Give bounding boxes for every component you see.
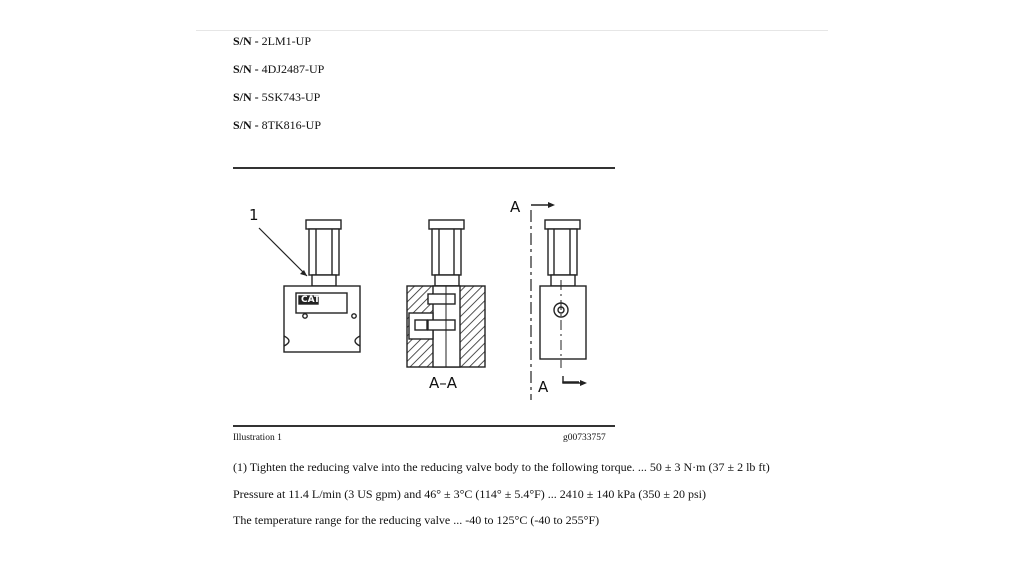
- torque-spec: (1) Tighten the reducing valve into the reducing valve body to the following torque. ... 50 ± 3 N·m (37 ± 2 lb ft): [233, 460, 770, 474]
- serial-prefix: S/N -: [233, 62, 259, 76]
- figure-bottom-rule: [233, 425, 615, 427]
- serial-prefix: S/N -: [233, 118, 259, 132]
- reducing-valve-illustration: [233, 170, 615, 425]
- serial-value: 5SK743-UP: [261, 90, 321, 104]
- section-label: A–A: [429, 374, 458, 392]
- section-view: [407, 220, 485, 367]
- illustration-id: g00733757: [563, 433, 606, 443]
- callout-number: 1: [249, 206, 259, 224]
- illustration-caption: Illustration 1: [233, 433, 282, 443]
- cat-logo-text: CAT: [301, 295, 321, 305]
- side-view: [531, 202, 587, 400]
- temperature-spec: The temperature range for the reducing valve ... -40 to 125°C (-40 to 255°F): [233, 513, 600, 527]
- pressure-spec: Pressure at 11.4 L/min (3 US gpm) and 46° ± 3°C (114° ± 5.4°F) ... 2410 ± 140 kPa (350 ± 20 psi): [233, 487, 706, 501]
- serial-prefix: S/N -: [233, 90, 259, 104]
- section-marker-bottom: A: [538, 378, 549, 396]
- serial-value: 2LM1-UP: [261, 34, 312, 48]
- figure-top-rule: [233, 167, 615, 169]
- serial-prefix: S/N -: [233, 34, 259, 48]
- section-marker-top: A: [510, 198, 521, 216]
- top-divider: [196, 30, 828, 31]
- cat-logo: [301, 295, 321, 305]
- serial-value: 4DJ2487-UP: [261, 62, 325, 76]
- serial-number-line: [233, 34, 311, 49]
- callout-leader: [259, 228, 307, 276]
- serial-number-line: [233, 90, 320, 105]
- serial-number-line: [233, 118, 321, 133]
- serial-value: 8TK816-UP: [261, 118, 322, 132]
- serial-number-line: [233, 62, 324, 77]
- valve-front-view: [284, 220, 360, 352]
